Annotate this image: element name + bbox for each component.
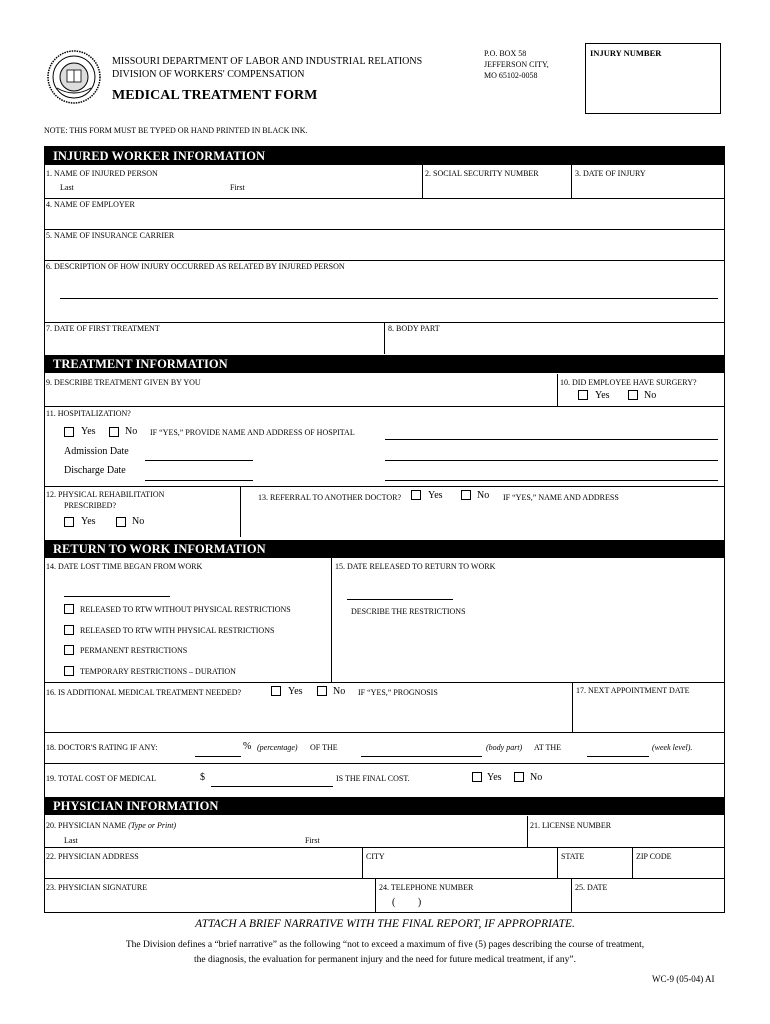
discharge-date-line[interactable] <box>145 480 253 481</box>
additional-yes-checkbox[interactable] <box>271 686 281 696</box>
field-20-label <box>46 821 176 831</box>
dept-name-line2: DIVISION OF WORKERS' COMPENSATION <box>112 69 305 80</box>
final-cost-no-label: No <box>530 772 543 783</box>
field-20-first: First <box>305 836 320 845</box>
field-20-text: 20. PHYSICIAN NAME <box>46 821 127 830</box>
field-25-label: 25. DATE <box>575 883 608 892</box>
referral-no-label: No <box>477 490 490 501</box>
referral-yes-label: Yes <box>428 490 443 501</box>
telephone-area-code[interactable]: ( ) <box>392 897 422 908</box>
admission-date-label: Admission Date <box>64 446 129 457</box>
field-18-label: 18. DOCTOR'S RATING IF ANY: <box>46 743 158 752</box>
field-24-label: 24. TELEPHONE NUMBER <box>379 883 474 892</box>
hospital-line-2[interactable] <box>385 460 718 461</box>
field-6-label: 6. DESCRIPTION OF HOW INJURY OCCURRED AS RELATED BY INJURED PERSON <box>46 262 345 271</box>
total-cost-dollar: $ <box>200 772 205 783</box>
ink-note: NOTE: THIS FORM MUST BE TYPED OR HAND PRINTED IN BLACK INK. <box>44 126 308 135</box>
rtw-without-checkbox[interactable] <box>64 604 74 614</box>
section-treatment: TREATMENT INFORMATION <box>44 355 724 373</box>
city-label: CITY <box>366 852 385 861</box>
rtw-with-label: RELEASED TO RTW WITH PHYSICAL RESTRICTIONS <box>80 626 275 635</box>
field-19-label: 19. TOTAL COST OF MEDICAL <box>46 774 156 783</box>
rehab-no-label: No <box>132 516 145 527</box>
rating-week-note: (week level). <box>652 743 693 752</box>
referral-yes-checkbox[interactable] <box>411 490 421 500</box>
narrative-definition-line2: the diagnosis, the evaluation for permanent injury and the need for future medical treatment, if any”. <box>194 955 576 965</box>
rating-body-part-note: (body part) <box>486 743 523 752</box>
field-5-label: 5. NAME OF INSURANCE CARRIER <box>46 231 175 240</box>
field-6-line[interactable] <box>60 298 718 299</box>
admission-date-line[interactable] <box>145 460 253 461</box>
section-physician: PHYSICIAN INFORMATION <box>44 797 724 815</box>
field-16-if-yes: IF “YES,” PROGNOSIS <box>358 688 438 697</box>
address-line3: MO 65102-0058 <box>484 71 538 80</box>
rating-at-the: AT THE <box>534 743 562 752</box>
attach-narrative-note: ATTACH A BRIEF NARRATIVE WITH THE FINAL REPORT, IF APPROPRIATE. <box>195 918 575 930</box>
final-cost-yes-checkbox[interactable] <box>472 772 482 782</box>
rehab-yes-label: Yes <box>81 516 96 527</box>
final-cost-no-checkbox[interactable] <box>514 772 524 782</box>
additional-no-label: No <box>333 686 346 697</box>
injury-number-box[interactable] <box>585 43 721 114</box>
field-20-last: Last <box>64 836 78 845</box>
field-10-label: 10. DID EMPLOYEE HAVE SURGERY? <box>560 378 697 387</box>
field-23-label: 23. PHYSICIAN SIGNATURE <box>46 883 148 892</box>
field-8-label: 8. BODY PART <box>388 324 440 333</box>
surgery-yes-label: Yes <box>595 390 610 401</box>
temporary-checkbox[interactable] <box>64 666 74 676</box>
field-12-label-line2: PRESCRIBED? <box>64 501 117 510</box>
state-seal-logo <box>47 50 101 104</box>
field-7-label: 7. DATE OF FIRST TREATMENT <box>46 324 160 333</box>
field-22-label: 22. PHYSICIAN ADDRESS <box>46 852 139 861</box>
rtw-without-label: RELEASED TO RTW WITHOUT PHYSICAL RESTRICTIONS <box>80 605 291 614</box>
hospital-line-1[interactable] <box>385 439 718 440</box>
final-cost-label: IS THE FINAL COST. <box>336 774 410 783</box>
zip-label: ZIP CODE <box>636 852 672 861</box>
field-1-label: 1. NAME OF INJURED PERSON <box>46 169 158 178</box>
section-return-to-work: RETURN TO WORK INFORMATION <box>44 540 724 558</box>
rating-percentage-note: (percentage) <box>257 743 298 752</box>
additional-no-checkbox[interactable] <box>317 686 327 696</box>
hospital-line-3[interactable] <box>385 480 718 481</box>
field-20-type: (Type or Print) <box>128 821 177 830</box>
surgery-no-checkbox[interactable] <box>628 390 638 400</box>
discharge-date-label: Discharge Date <box>64 465 126 476</box>
field-15-line[interactable] <box>347 599 453 600</box>
additional-yes-label: Yes <box>288 686 303 697</box>
state-label: STATE <box>561 852 585 861</box>
field-1-first: First <box>230 183 245 192</box>
field-17-label: 17. NEXT APPOINTMENT DATE <box>576 686 690 695</box>
permanent-label: PERMANENT RESTRICTIONS <box>80 646 188 655</box>
form-number: WC-9 (05-04) AI <box>652 974 715 984</box>
temporary-label: TEMPORARY RESTRICTIONS – DURATION <box>80 667 236 676</box>
final-cost-yes-label: Yes <box>487 772 502 783</box>
field-11-label: 11. HOSPITALIZATION? <box>46 409 131 418</box>
rating-week-line[interactable] <box>587 756 649 757</box>
rating-body-part-line[interactable] <box>361 756 482 757</box>
field-13-label: 13. REFERRAL TO ANOTHER DOCTOR? <box>258 493 402 502</box>
field-9-label: 9. DESCRIBE TREATMENT GIVEN BY YOU <box>46 378 201 387</box>
hospital-no-label: No <box>125 426 138 437</box>
field-13-if-yes: IF “YES,” NAME AND ADDRESS <box>503 493 619 502</box>
field-15-label: 15. DATE RELEASED TO RETURN TO WORK <box>335 562 496 571</box>
hospital-yes-label: Yes <box>81 426 96 437</box>
rehab-yes-checkbox[interactable] <box>64 517 74 527</box>
hospital-yes-checkbox[interactable] <box>64 427 74 437</box>
field-2-label: 2. SOCIAL SECURITY NUMBER <box>425 169 539 178</box>
describe-restrictions-label: DESCRIBE THE RESTRICTIONS <box>351 607 466 616</box>
field-3-label: 3. DATE OF INJURY <box>575 169 646 178</box>
rehab-no-checkbox[interactable] <box>116 517 126 527</box>
field-1-last: Last <box>60 183 74 192</box>
field-14-label: 14. DATE LOST TIME BEGAN FROM WORK <box>46 562 203 571</box>
dept-name-line1: MISSOURI DEPARTMENT OF LABOR AND INDUSTRIAL RELATIONS <box>112 56 423 67</box>
section-injured-worker: INJURED WORKER INFORMATION <box>44 147 724 165</box>
rating-percent-line[interactable] <box>195 756 241 757</box>
hospital-no-checkbox[interactable] <box>109 427 119 437</box>
injury-number-label: INJURY NUMBER <box>590 48 662 58</box>
narrative-definition-line1: The Division defines a “brief narrative” as the following “not to exceed a maximum of five (5) pages describing the course of treatment, <box>125 940 645 950</box>
permanent-checkbox[interactable] <box>64 645 74 655</box>
referral-no-checkbox[interactable] <box>461 490 471 500</box>
address-line2: JEFFERSON CITY, <box>484 60 549 69</box>
rating-of-the: OF THE <box>310 743 338 752</box>
surgery-no-label: No <box>644 390 657 401</box>
field-11-if-yes: IF “YES,” PROVIDE NAME AND ADDRESS OF HOSPITAL <box>150 428 355 437</box>
field-21-label: 21. LICENSE NUMBER <box>530 821 612 830</box>
address-line1: P.O. BOX 58 <box>484 49 527 58</box>
surgery-yes-checkbox[interactable] <box>578 390 588 400</box>
field-12-label-line1: 12. PHYSICAL REHABILITATION <box>46 490 165 499</box>
field-14-line[interactable] <box>64 596 170 597</box>
total-cost-line[interactable] <box>211 786 333 787</box>
rtw-with-checkbox[interactable] <box>64 625 74 635</box>
field-16-label: 16. IS ADDITIONAL MEDICAL TREATMENT NEEDED? <box>46 688 242 697</box>
rating-percent-sign: % <box>243 741 252 752</box>
form-title: MEDICAL TREATMENT FORM <box>112 88 318 103</box>
field-4-label: 4. NAME OF EMPLOYER <box>46 200 135 209</box>
